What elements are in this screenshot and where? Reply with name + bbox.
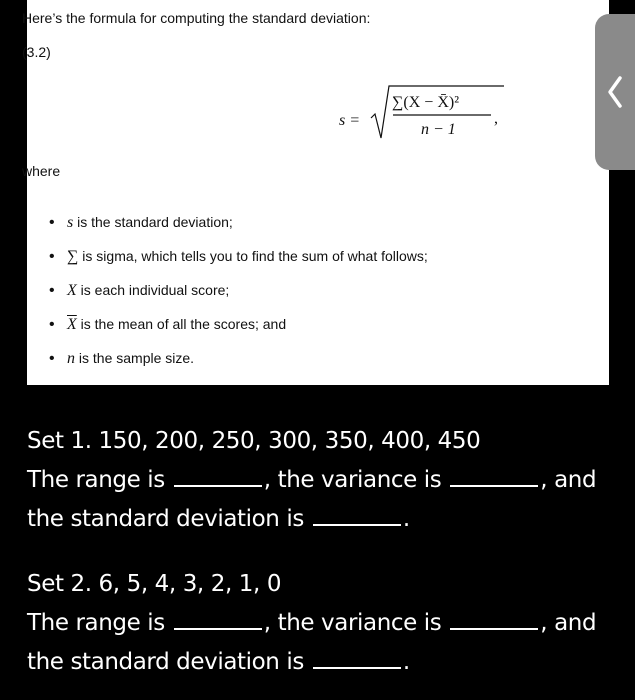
equation-number: (3.2) xyxy=(22,44,51,60)
list-item: • $\overline{X}$ is the mean of all the scores; and xyxy=(49,316,428,350)
formula-card xyxy=(22,0,609,385)
set2-title: Set 2. 6, 5, 4, 3, 2, 1, 0 xyxy=(27,571,282,597)
list-item: • s is the standard deviation; xyxy=(49,214,428,248)
set1-range-blank[interactable] xyxy=(174,463,262,487)
set1-variance-blank[interactable] xyxy=(450,463,538,487)
standard-deviation-formula xyxy=(339,80,509,150)
set1-range-variance: The range is , the variance is , and xyxy=(27,461,617,500)
set1-sd-blank[interactable] xyxy=(313,502,401,526)
chevron-left-icon xyxy=(606,75,624,109)
list-item: • X is each individual score; xyxy=(49,282,428,316)
set2-sd-blank[interactable] xyxy=(313,645,401,669)
set2-range-variance: The range is , the variance is , and xyxy=(27,604,617,643)
formula-lhs: s = xyxy=(339,112,361,129)
formula-denominator: n − 1 xyxy=(421,121,456,138)
formula-trail: , xyxy=(494,110,498,127)
intro-text: Here’s the formula for computing the standard deviation: xyxy=(22,10,371,26)
set2-range-blank[interactable] xyxy=(174,606,262,630)
set2-variance-blank[interactable] xyxy=(450,606,538,630)
set1-sd: the standard deviation is . xyxy=(27,500,617,539)
list-item: • ∑ is sigma, which tells you to find the sum of what follows; xyxy=(49,248,428,282)
definition-list xyxy=(49,214,428,384)
set2-sd: the standard deviation is . xyxy=(27,643,617,682)
set1-title: Set 1. 150, 200, 250, 300, 350, 400, 450 xyxy=(27,428,481,454)
list-item: • n is the sample size. xyxy=(49,350,428,384)
side-panel-handle[interactable] xyxy=(595,14,635,170)
question-block xyxy=(27,422,617,682)
where-label: where xyxy=(22,163,61,179)
formula-numerator: ∑(X − X̄)² xyxy=(392,94,459,111)
